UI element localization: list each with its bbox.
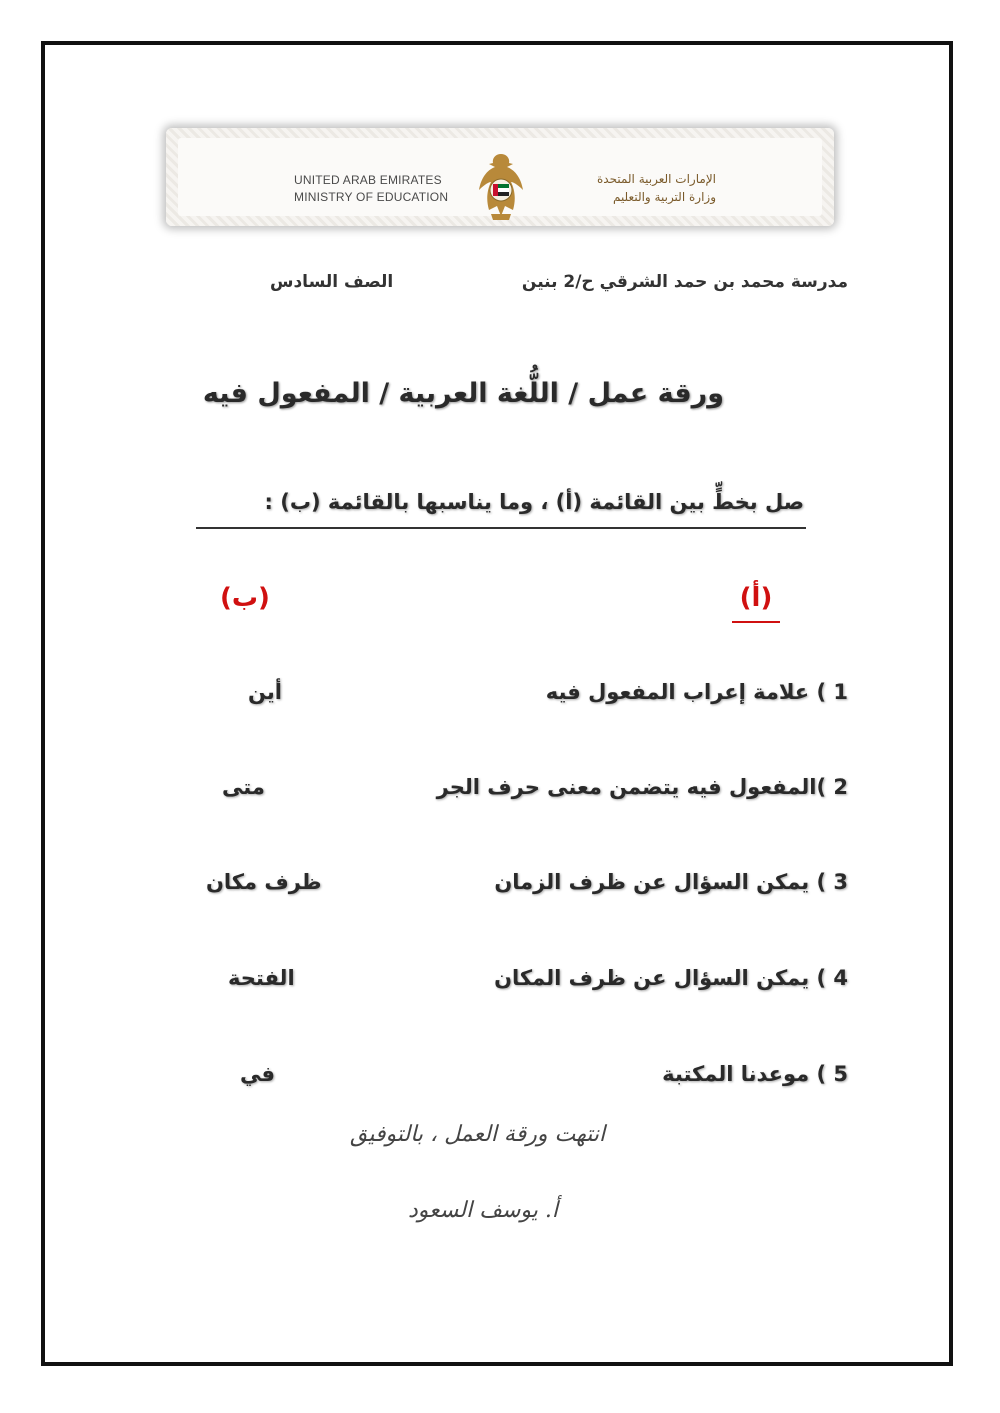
teacher-signature: أ. يوسف السعود xyxy=(408,1198,559,1223)
answer-1: أين xyxy=(248,680,282,704)
answer-5: في xyxy=(240,1062,275,1086)
instruction-text: صل بخطٍّ بين القائمة (أ) ، وما يناسبها بالقائمة (ب) : xyxy=(264,490,804,514)
banner-english-line1: UNITED ARAB EMIRATES xyxy=(294,173,442,187)
banner-english xyxy=(294,172,448,206)
list-item-1: 1 ) علامة إعراب المفعول فيه xyxy=(545,680,848,704)
worksheet-title: ورقة عمل / اللُّغة العربية / المفعول فيه xyxy=(202,378,724,409)
closing-note: انتهت ورقة العمل ، بالتوفيق xyxy=(350,1122,606,1147)
column-a-header: (أ) xyxy=(739,583,773,613)
banner-arabic-line2: وزارة التربية والتعليم xyxy=(612,190,716,204)
school-name: مدرسة محمد بن حمد الشرقي ح/2 بنين xyxy=(521,272,848,292)
grade-label: الصف السادس xyxy=(270,272,394,292)
answer-4: الفتحة xyxy=(228,966,295,990)
list-item-5: 5 ) موعدنا المكتبة xyxy=(662,1062,848,1086)
banner-arabic-line1: الإمارات العربية المتحدة xyxy=(597,172,716,186)
column-b-header: (ب) xyxy=(220,583,270,613)
answer-3: ظرف مكان xyxy=(206,870,322,894)
list-item-4: 4 ) يمكن السؤال عن ظرف المكان xyxy=(494,966,848,990)
banner-arabic xyxy=(556,170,716,206)
answer-2: متى xyxy=(222,775,265,799)
instruction-underline xyxy=(196,527,806,529)
ministry-banner xyxy=(166,128,834,226)
column-a-underline xyxy=(732,621,780,623)
banner-english-line2: MINISTRY OF EDUCATION xyxy=(294,190,449,204)
uae-emblem-icon xyxy=(469,148,533,228)
list-item-2: 2 )المفعول فيه يتضمن معنى حرف الجر xyxy=(436,775,848,799)
list-item-3: 3 ) يمكن السؤال عن ظرف الزمان xyxy=(494,870,848,894)
